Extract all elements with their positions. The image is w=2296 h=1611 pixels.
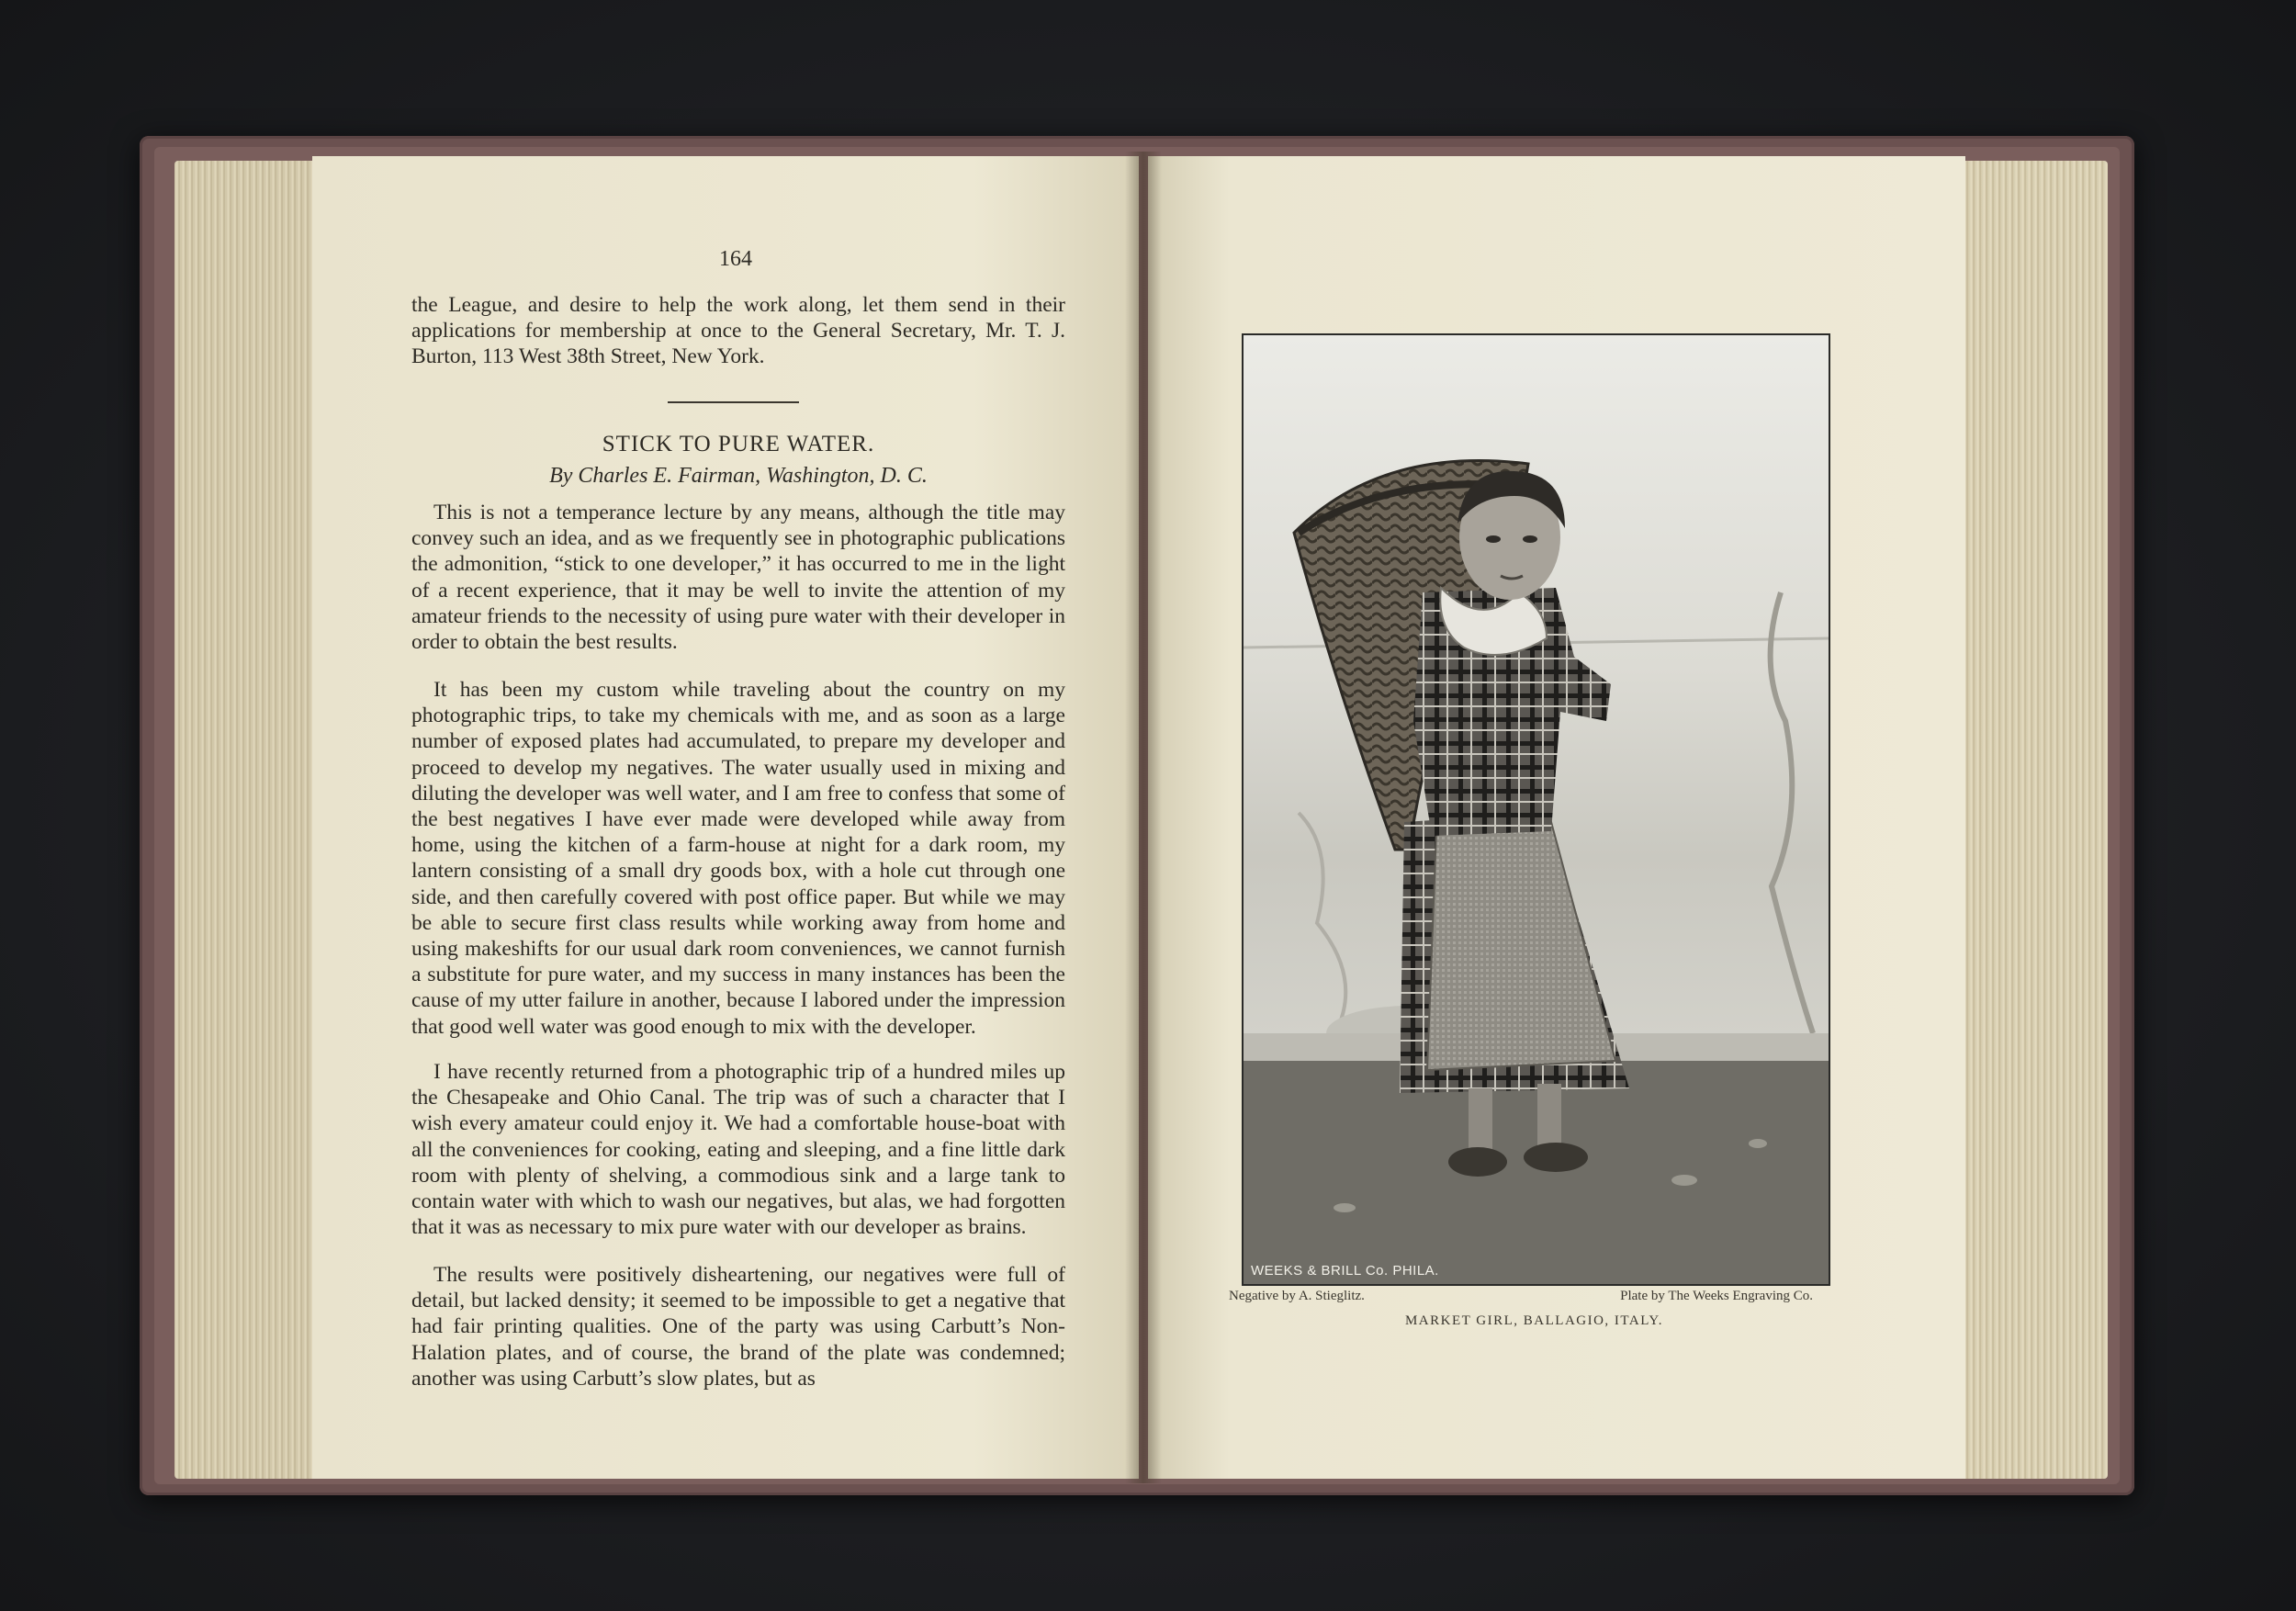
article-title: STICK TO PURE WATER. (602, 432, 875, 456)
article-byline: By Charles E. Fairman, Washington, D. C. (549, 464, 928, 488)
plate-credit: Plate by The Weeks Engraving Co. (1620, 1289, 1813, 1303)
paragraph-3: I have recently returned from a photographic trip of a hundred miles up the Chesapeake and Ohio Canal. The trip was of such a character that I wish every amateur could enjoy it. We had a comfortable house-boat with all the conveniences for cooking, eating and sleeping, and a fine little dark room with plenty of shelving, a commodious sink and a large tank to contain water with which to wash our negatives, but alas, we had forgotten that it was as necessary to mix pure water with our developer as brains. (411, 1060, 1065, 1240)
photo-credit: Negative by A. Stieglitz. (1229, 1289, 1365, 1303)
paragraph-2: It has been my custom while traveling about the country on my photographic trips, to take my chemicals with me, and as soon as a large number of exposed plates had accumulated, to prepare my developer and proceed to develop my negatives. The water usually used in mixing and diluting the developer was well water, and I am free to confess that some of the best negatives I have ever made were developed while away from home, using the kitchen of a farm-house at night for a dark room, my lantern consisting of a small dry goods box, with a hole cut through one side, and then carefully covered with post office paper. But while we may be able to secure first class results while working away from home and using makeshifts for our usual dark room conveniences, we cannot furnish a substitute for pure water, and my success in many instances has been the cause of my utter failure in another, because I labored under the impression that good well water was good enough to mix with the developer. (411, 678, 1065, 1039)
plate-caption: MARKET GIRL, BALLAGIO, ITALY. (1404, 1313, 1664, 1328)
page-number: 164 (719, 247, 752, 271)
page-edges-left (174, 161, 321, 1479)
intro-paragraph: the League, and desire to help the work along, let them send in their applications for membership at once to the General Secretary, Mr. T. J. Burton, 113 West 38th Street, New York. (411, 293, 1065, 369)
engraver-mark: WEEKS & BRILL Co. PHILA. (1251, 1263, 1439, 1279)
market-girl-photograph (1242, 333, 1830, 1286)
photograph-illustration (1244, 335, 1829, 1284)
book-gutter (1125, 152, 1162, 1483)
paragraph-4: The results were positively disheartening, our negatives were full of detail, but lacked density; it seemed to be impossible to get a negative that had fair printing qualities. One of the party was using Carbutt’s Non-Halation plates, and of course, the brand of the plate was condemned; another was using Carbutt’s slow plates, but as (411, 1263, 1065, 1391)
paragraph-1: This is not a temperance lecture by any means, although the title may convey such an idea, and as we frequently see in photographic publications the admonition, “stick to one developer,” it has occurred to me in the light of a recent experience, that it may be well to invite the attention of my amateur friends to the necessity of using pure water with their developer in order to obtain the best results. (411, 501, 1065, 655)
page-edges-right (1956, 161, 2108, 1479)
section-divider (668, 401, 799, 403)
